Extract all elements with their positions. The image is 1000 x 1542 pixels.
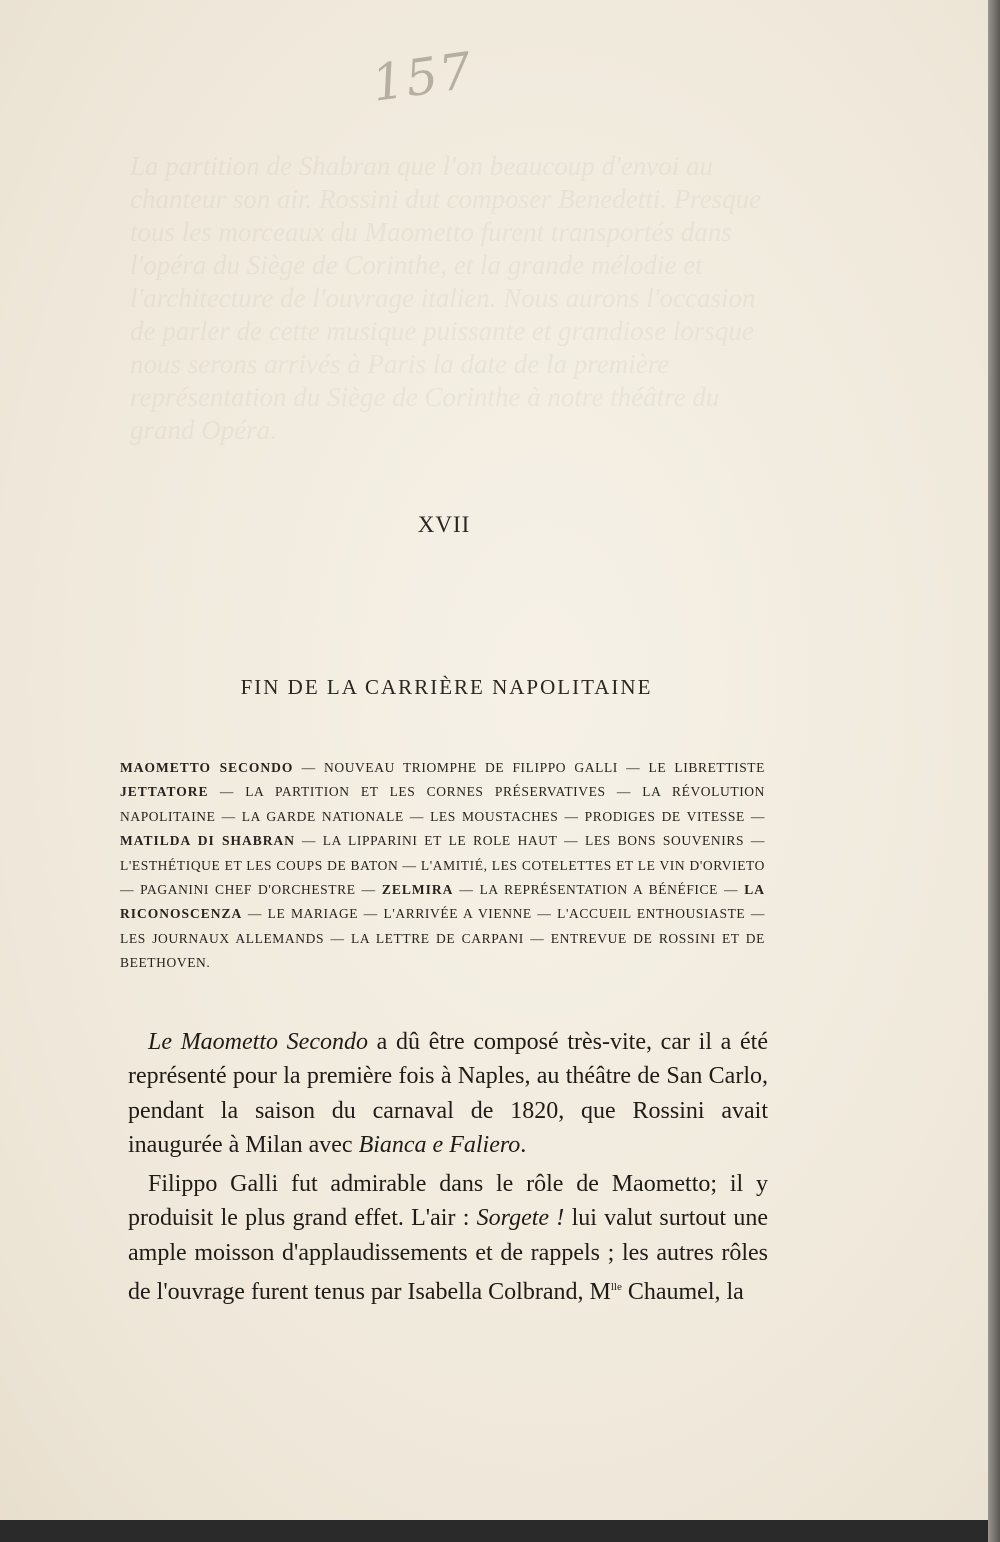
body-text <box>128 1025 768 1314</box>
chapter-summary <box>120 756 765 976</box>
chapter-number: XVII <box>417 512 471 537</box>
summary-title-segment: MATILDA DI SHABRAN <box>120 833 295 849</box>
summary-title-segment: MAOMETTO SECONDO <box>120 760 294 775</box>
summary-segment: — LA REPRÉSENTATION A BÉNÉFICE — <box>453 882 745 898</box>
summary-segment: — LE MARIAGE — L'ARRIVÉE A VIENNE — L'ACCUEIL ENTHOUSIASTE — LES JOURNAUX ALLEMANDS — LA LETTRE DE CARPANI — ENTREVUE DE ROSSINI ET DE BEETHOVEN. <box>120 906 765 971</box>
bleed-through-text: La partition de Shabran que l'on beaucoup d'envoi au chanteur son air. Rossini dut composer Benedetti. Presque tous les morceaux du Maometto furent transportés dans l'opéra du Siège de Corinthe, et la grande mélodie et l'architecture de l'ouvrage italien. Nous aurons l'occasion de parler de cette musique puissante et grandiose lorsque nous serons arrivés à Paris la date de la première représentation du Siège de Corinthe à notre théâtre du grand Opéra. <box>130 151 762 445</box>
summary-title-segment: LA RICONOSCENZA <box>120 882 765 922</box>
pencil-page-number: 157 <box>368 41 477 113</box>
paragraph-segment: Maometto Secondo <box>180 1029 368 1055</box>
summary-segment: — NOUVEAU TRIOMPHE DE FILIPPO GALLI — LE LIBRETTISTE <box>293 760 766 775</box>
paragraph-segment: . <box>520 1131 527 1158</box>
summary-segment: — LA PARTITION ET LES CORNES PRÉSERVATIVES — LA RÉVOLUTION NAPOLITAINE — LA GARDE NATIONALE — LES MOUSTACHES — PRODIGES DE VITESSE — <box>120 784 765 824</box>
paragraph-segment: lle <box>610 1281 622 1294</box>
summary-title-segment: ZELMIRA <box>381 882 454 898</box>
paragraph-segment: Chaumel, la <box>621 1279 744 1306</box>
paragraph-segment: Sorgete ! <box>476 1205 565 1232</box>
paragraph-segment: Le <box>148 1029 181 1055</box>
paragraph-segment: Filippo Galli fut admirable dans le rôle de Maometto; il y produisit le plus grand effet. L'air : <box>128 1171 768 1232</box>
chapter-title: FIN DE LA CARRIÈRE NAPOLITAINE <box>240 675 653 699</box>
paragraph-segment: Bianca e Faliero <box>358 1131 521 1158</box>
paragraph-segment: lui valut surtout une ample moisson d'applaudissements et de rappels ; les autres rôles de l'ouvrage furent tenus par Isabella Colbrand, M <box>128 1205 768 1306</box>
paragraph <box>128 1025 768 1162</box>
book-edge-right <box>988 0 1000 1542</box>
paragraph-segment: a dû être composé très-vite, car il a été représenté pour la première fois à Naples, au théâtre de San Carlo, pendant la saison du carnaval de 1820, que Rossini avait inaugurée à Milan avec <box>128 1029 768 1158</box>
summary-segment: — LA LIPPARINI ET LE ROLE HAUT — LES BONS SOUVENIRS — L'ESTHÉTIQUE ET LES COUPS DE BATON — L'AMITIÉ, LES COTELETTES ET LE VIN D'ORVIETO — PAGANINI CHEF D'ORCHESTRE — <box>120 833 765 898</box>
summary-title-segment: JETTATORE <box>120 784 209 800</box>
book-edge-bottom <box>0 1520 988 1542</box>
paragraph <box>128 1167 768 1309</box>
